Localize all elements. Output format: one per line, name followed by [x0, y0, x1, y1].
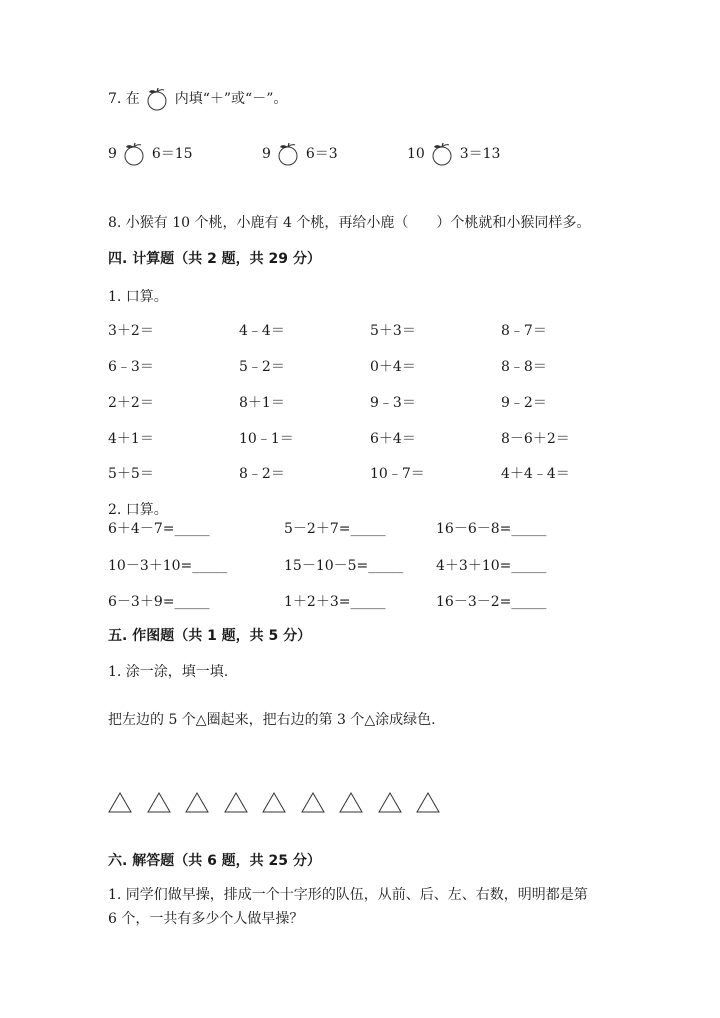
- calc-fill-item[interactable]: 6－3＋9=_____: [108, 594, 210, 610]
- triangle-row: [108, 791, 455, 817]
- q7-item-3: [407, 141, 500, 167]
- oral-calc-item: 5＋5＝: [108, 466, 154, 482]
- calc-fill-item[interactable]: 5－2＋7=_____: [284, 521, 386, 537]
- triangle-icon[interactable]: [262, 791, 286, 813]
- oral-calc-item: 9﹣3＝: [370, 395, 416, 411]
- q7-item-left: 9: [262, 146, 271, 162]
- oral-calc-item: 9﹣2＝: [501, 395, 547, 411]
- oral-calc-item: 5＋3＝: [370, 323, 416, 339]
- sec6-q1-line2: 6 个，一共有多少个人做早操？: [108, 911, 304, 927]
- calc-fill-item[interactable]: 10－3＋10=_____: [108, 558, 228, 574]
- section-4-title: 四. 计算题（共 2 题，共 29 分）: [108, 251, 321, 267]
- oral-calc-item: 8－6＋2＝: [501, 431, 570, 447]
- calc-fill-item[interactable]: 6＋4－7=_____: [108, 521, 210, 537]
- apple-icon: [144, 86, 170, 112]
- apple-icon[interactable]: [275, 141, 301, 167]
- oral-calc-item: 6＋4＝: [370, 431, 416, 447]
- triangle-icon[interactable]: [378, 791, 402, 813]
- section-5-title: 五. 作图题（共 1 题，共 5 分）: [108, 628, 312, 644]
- oral-calc-item: 8﹣8＝: [501, 359, 547, 375]
- calc-fill-item[interactable]: 16－3－2=_____: [436, 594, 547, 610]
- oral-calc-item: 4＋4﹣4＝: [501, 466, 570, 482]
- calc-fill-item[interactable]: 16－6－8=_____: [436, 521, 547, 537]
- q7-prefix: 7. 在: [108, 91, 140, 107]
- sec4-q1-label: 1. 口算。: [108, 289, 168, 305]
- oral-calc-item: 3＋2＝: [108, 323, 154, 339]
- q7-prompt: [108, 86, 287, 112]
- oral-calc-item: 6﹣3＝: [108, 359, 154, 375]
- q7-suffix: 内填“＋”或“－”。: [174, 91, 288, 107]
- oral-calc-item: 4﹣4＝: [239, 323, 285, 339]
- q7-item-1: [108, 141, 193, 167]
- calc-fill-item[interactable]: 1＋2＋3=_____: [284, 594, 386, 610]
- oral-calc-item: 10﹣1＝: [239, 431, 294, 447]
- triangle-icon[interactable]: [108, 791, 132, 813]
- sec4-q2-label: 2. 口算。: [108, 502, 168, 518]
- sec5-instruction: 把左边的 5 个△圈起来，把右边的第 3 个△涂成绿色.: [108, 712, 436, 728]
- oral-calc-item: 5﹣2＝: [239, 359, 285, 375]
- calc-fill-item[interactable]: 4＋3＋10=_____: [436, 558, 547, 574]
- oral-calc-item: 8﹣7＝: [501, 323, 547, 339]
- q7-item-right: 6＝15: [151, 146, 193, 162]
- triangle-icon[interactable]: [416, 791, 440, 813]
- q7-item-left: 9: [108, 146, 117, 162]
- q8-text: 8. 小猴有 10 个桃，小鹿有 4 个桃，再给小鹿（ ）个桃就和小猴同样多。: [108, 215, 591, 231]
- oral-calc-item: 0＋4＝: [370, 359, 416, 375]
- q7-item-2: [262, 141, 338, 167]
- triangle-icon[interactable]: [339, 791, 363, 813]
- oral-calc-item: 8＋1＝: [239, 395, 285, 411]
- apple-icon[interactable]: [429, 141, 455, 167]
- sec6-q1-line1: 1. 同学们做早操，排成一个十字形的队伍，从前、后、左、右数，明明都是第: [108, 887, 588, 903]
- q7-item-left: 10: [407, 146, 425, 162]
- oral-calc-item: 2＋2＝: [108, 395, 154, 411]
- apple-icon[interactable]: [121, 141, 147, 167]
- q7-item-right: 3＝13: [459, 146, 501, 162]
- q7-item-right: 6＝3: [305, 146, 338, 162]
- oral-calc-item: 8﹣2＝: [239, 466, 285, 482]
- triangle-icon[interactable]: [147, 791, 171, 813]
- calc-fill-item[interactable]: 15－10－5=_____: [284, 558, 404, 574]
- oral-calc-item: 4＋1＝: [108, 431, 154, 447]
- triangle-icon[interactable]: [224, 791, 248, 813]
- sec5-q1-label: 1. 涂一涂，填一填.: [108, 664, 229, 680]
- oral-calc-item: 10﹣7＝: [370, 466, 425, 482]
- section-6-title: 六. 解答题（共 6 题，共 25 分）: [108, 853, 321, 869]
- triangle-icon[interactable]: [185, 791, 209, 813]
- triangle-icon[interactable]: [301, 791, 325, 813]
